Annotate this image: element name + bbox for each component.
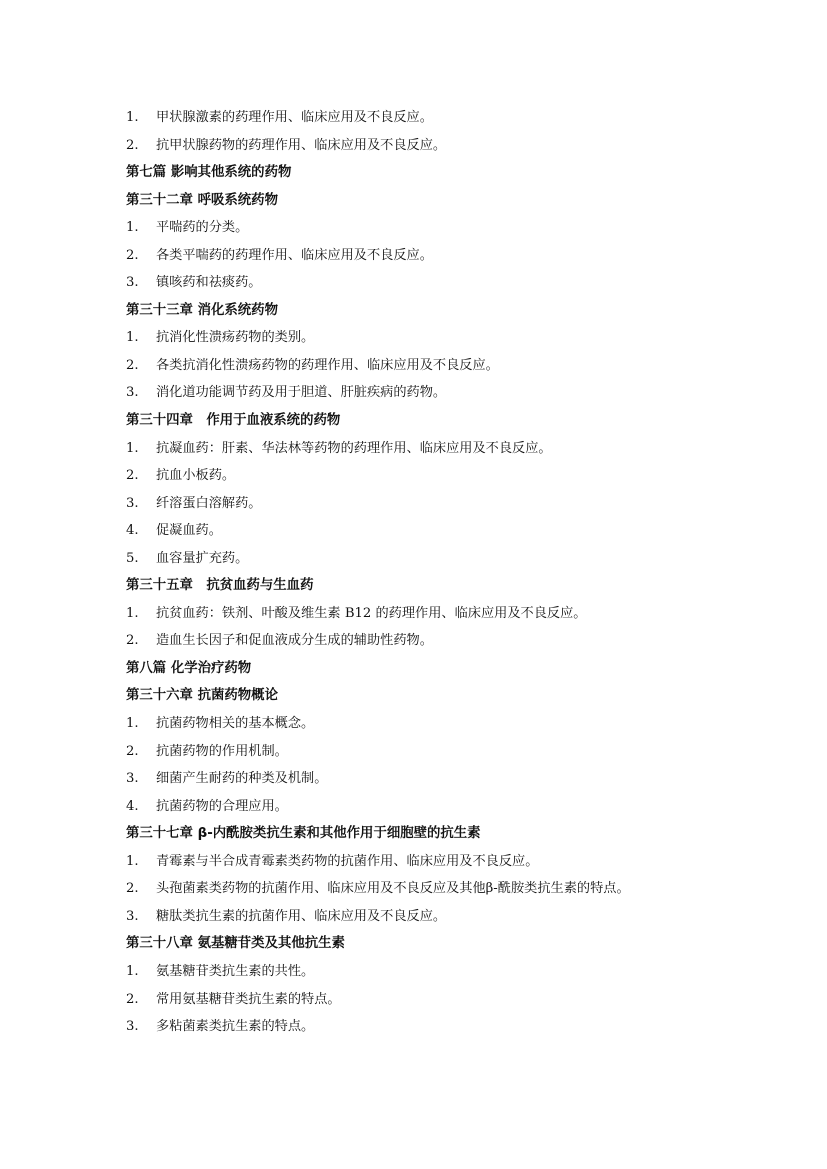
list-item-text: 甲状腺激素的药理作用、临床应用及不良反应。 [156,110,433,125]
list-item-number: 4. [126,523,139,539]
section-heading: 第三十六章 抗菌药物概论 [126,688,278,704]
list-item-text: 镇咳药和祛痰药。 [156,275,262,291]
list-item-number: 1. [126,220,139,236]
list-item [126,490,726,518]
list-item [126,958,726,986]
list-item [126,132,726,160]
list-item-number: 2. [126,633,139,649]
list-item-text: 造血生长因子和促血液成分生成的辅助性药物。 [156,633,433,649]
list-item-number: 3. [126,495,139,511]
section-heading: 第三十四章 作用于血液系统的药物 [126,413,341,429]
list-item [126,903,726,931]
list-item-text: 青霉素与半合成青霉素类药物的抗菌作用、临床应用及不良反应。 [156,853,539,869]
list-item-number: 1. [126,853,139,869]
list-item-number: 2. [126,743,139,759]
list-item-text: 各类抗消化性溃疡药物的药理作用、临床应用及不良反应。 [156,357,499,373]
list-item-number: 2. [126,991,139,1007]
list-item-text: 抗甲状腺药物的药理作用、临床应用及不良反应。 [156,137,447,153]
list-item-number: 3. [126,908,139,924]
list-item-number: 1. [126,330,139,346]
list-item [126,462,726,490]
section-heading: 第三十五章 抗贫血药与生血药 [126,578,314,594]
section-heading: 第八篇 化学治疗药物 [126,660,252,676]
list-item-text: 糖肽类抗生素的抗菌作用、临床应用及不良反应。 [156,908,447,924]
list-item [126,435,726,463]
list-item-text: 抗消化性溃疡药物的类别。 [156,330,315,346]
list-item-number: 3. [126,1019,139,1035]
list-item [126,214,726,242]
document-body [126,104,726,1041]
list-item-number: 2. [126,137,139,153]
list-item [126,875,726,903]
list-item-number: 5. [126,550,139,566]
list-item-text: 常用氨基糖苷类抗生素的特点。 [156,991,341,1007]
list-item-number: 1. [126,605,139,621]
list-item-number: 1. [126,716,139,732]
list-item [126,324,726,352]
list-item-text: 促凝血药。 [156,523,222,539]
list-item-text: 抗贫血药：铁剂、叶酸及维生素 B12 的药理作用、临床应用及不良反应。 [156,605,587,621]
list-item-number: 1. [126,963,139,979]
list-item [126,242,726,270]
list-item [126,793,726,821]
list-item-text: 头孢菌素类药物的抗菌作用、临床应用及不良反应及其他β-酰胺类抗生素的特点。 [156,881,630,897]
list-item [126,600,726,628]
list-item [126,986,726,1014]
list-item-text: 抗菌药物的作用机制。 [156,743,288,759]
list-item [126,352,726,380]
list-item-text: 抗血小板药。 [156,468,236,484]
list-item-number: 3. [126,771,139,787]
section-heading: 第三十八章 氨基糖苷类及其他抗生素 [126,936,345,952]
section-heading: 第七篇 影响其他系统的药物 [126,165,292,181]
list-item-text: 细菌产生耐药的种类及机制。 [156,771,328,787]
list-item-text: 氨基糖苷类抗生素的共性。 [156,963,315,979]
section-heading: 第三十七章 β-内酰胺类抗生素和其他作用于细胞壁的抗生素 [126,826,481,842]
list-item-number: 3. [126,275,139,291]
list-item [126,710,726,738]
list-item-number: 1. [126,440,139,456]
list-item-number: 3. [126,385,139,401]
section-heading: 第三十三章 消化系统药物 [126,302,278,318]
list-item-text: 平喘药的分类。 [156,220,249,236]
list-item-text: 各类平喘药的药理作用、临床应用及不良反应。 [156,247,433,263]
list-item [126,627,726,655]
list-item [126,1013,726,1041]
list-item-text: 抗菌药物的合理应用。 [156,798,288,814]
section-heading: 第三十二章 呼吸系统药物 [126,192,278,208]
list-item [126,545,726,573]
list-item-number: 2. [126,468,139,484]
list-item-text: 多粘菌素类抗生素的特点。 [156,1019,315,1035]
list-item-text: 消化道功能调节药及用于胆道、肝脏疾病的药物。 [156,385,447,401]
list-item [126,269,726,297]
list-item-text: 血容量扩充药。 [156,550,249,566]
list-item [126,379,726,407]
list-item-text: 纤溶蛋白溶解药。 [156,495,262,511]
list-item [126,765,726,793]
list-item-number: 1. [126,110,139,125]
list-item [126,104,726,132]
list-item [126,738,726,766]
list-item-number: 2. [126,247,139,263]
list-item-number: 2. [126,881,139,897]
list-item [126,517,726,545]
list-item [126,848,726,876]
list-item-number: 2. [126,357,139,373]
list-item-text: 抗菌药物相关的基本概念。 [156,716,315,732]
list-item-number: 4. [126,798,139,814]
list-item-text: 抗凝血药：肝素、华法林等药物的药理作用、临床应用及不良反应。 [156,440,552,456]
